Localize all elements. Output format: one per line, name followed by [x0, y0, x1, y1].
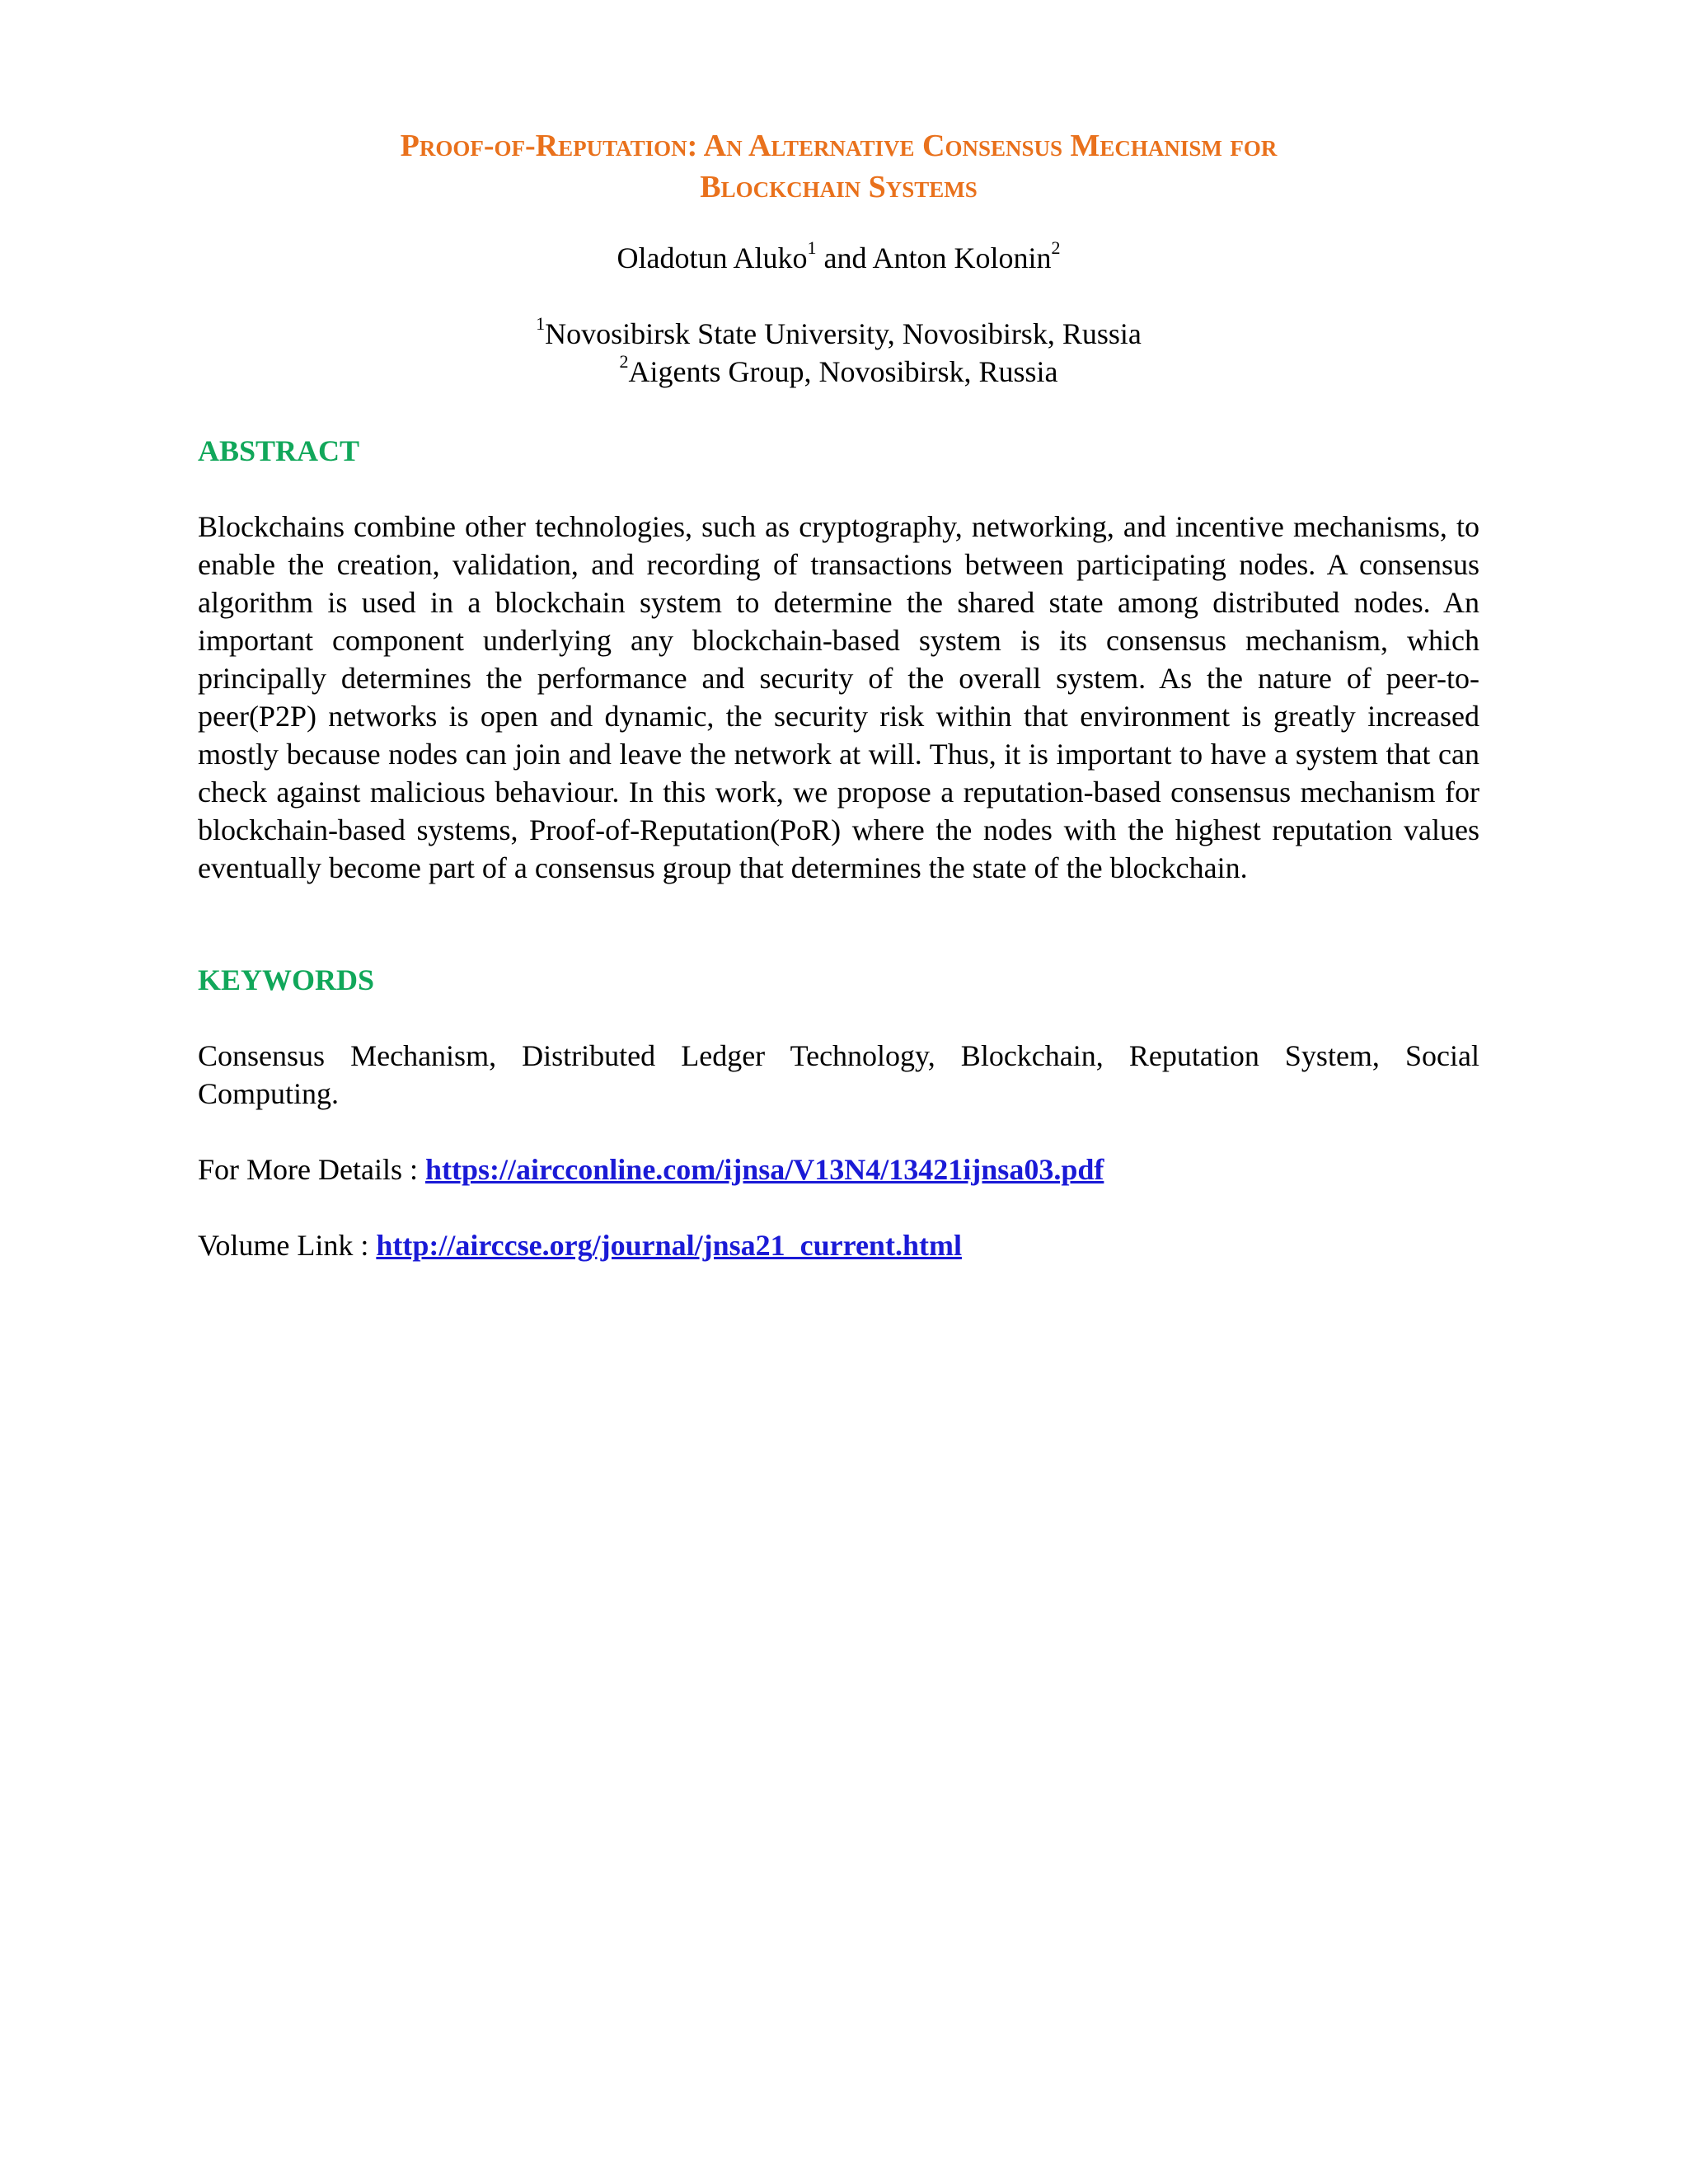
- volume-link-line: [198, 1226, 962, 1264]
- affiliation-2-text: Aigents Group, Novosibirsk, Russia: [628, 355, 1058, 388]
- affiliation-2-mark: 2: [619, 351, 629, 372]
- abstract-body: Blockchains combine other technologies, such as cryptography, networking, and incentive mechanisms, to enable the creation, validation, and recording of transactions between participating nodes. A consensus algorithm is used in a blockchain system to determine the shared state among distributed nodes. An important component underlying any blockchain-based system is its consensus mechanism, which principally determines the performance and security of the overall system. As the nature of peer-to-peer(P2P) networks is open and dynamic, the security risk within that environment is greatly increased mostly because nodes can join and leave the network at will. Thus, it is important to have a system that can check against malicious behaviour. In this work, we propose a reputation-based consensus mechanism for blockchain-based systems, Proof-of-Reputation(PoR) where the nodes with the highest reputation values eventually become part of a consensus group that determines the state of the blockchain.: [198, 510, 1479, 884]
- author-1-name: Oladotun Aluko: [617, 241, 808, 274]
- affiliation-2: [198, 353, 1479, 391]
- affiliation-1-text: Novosibirsk State University, Novosibirsk, Russia: [545, 317, 1142, 350]
- author-list: [198, 239, 1479, 277]
- volume-link-label: Volume Link :: [198, 1229, 377, 1262]
- author-2-affiliation-mark: 2: [1051, 237, 1061, 258]
- keywords-heading: KEYWORDS: [198, 963, 375, 996]
- more-details-line: [198, 1151, 1104, 1188]
- author-2-name: Anton Kolonin: [872, 241, 1052, 274]
- more-details-label: For More Details :: [198, 1153, 425, 1186]
- author-1-affiliation-mark: 1: [807, 237, 817, 258]
- more-details-link[interactable]: https://aircconline.com/ijnsa/V13N4/13421ijnsa03.pdf: [424, 1153, 1104, 1186]
- keywords-body: Consensus Mechanism, Distributed Ledger Technology, Blockchain, Reputation System, Social Computing.: [198, 1039, 1479, 1110]
- title-line-2: Blockchain Systems: [700, 170, 978, 204]
- volume-link[interactable]: http://airccse.org/journal/jnsa21_current.html: [376, 1229, 962, 1262]
- affiliations: [198, 315, 1479, 391]
- affiliation-1: [198, 315, 1479, 353]
- title-line-1: Proof-of-Reputation: An Alternative Consensus Mechanism for: [400, 129, 1278, 163]
- paper-title: [198, 125, 1479, 208]
- affiliation-1-mark: 1: [536, 313, 546, 334]
- abstract-heading: ABSTRACT: [198, 434, 360, 467]
- author-conjunction: and: [816, 241, 873, 274]
